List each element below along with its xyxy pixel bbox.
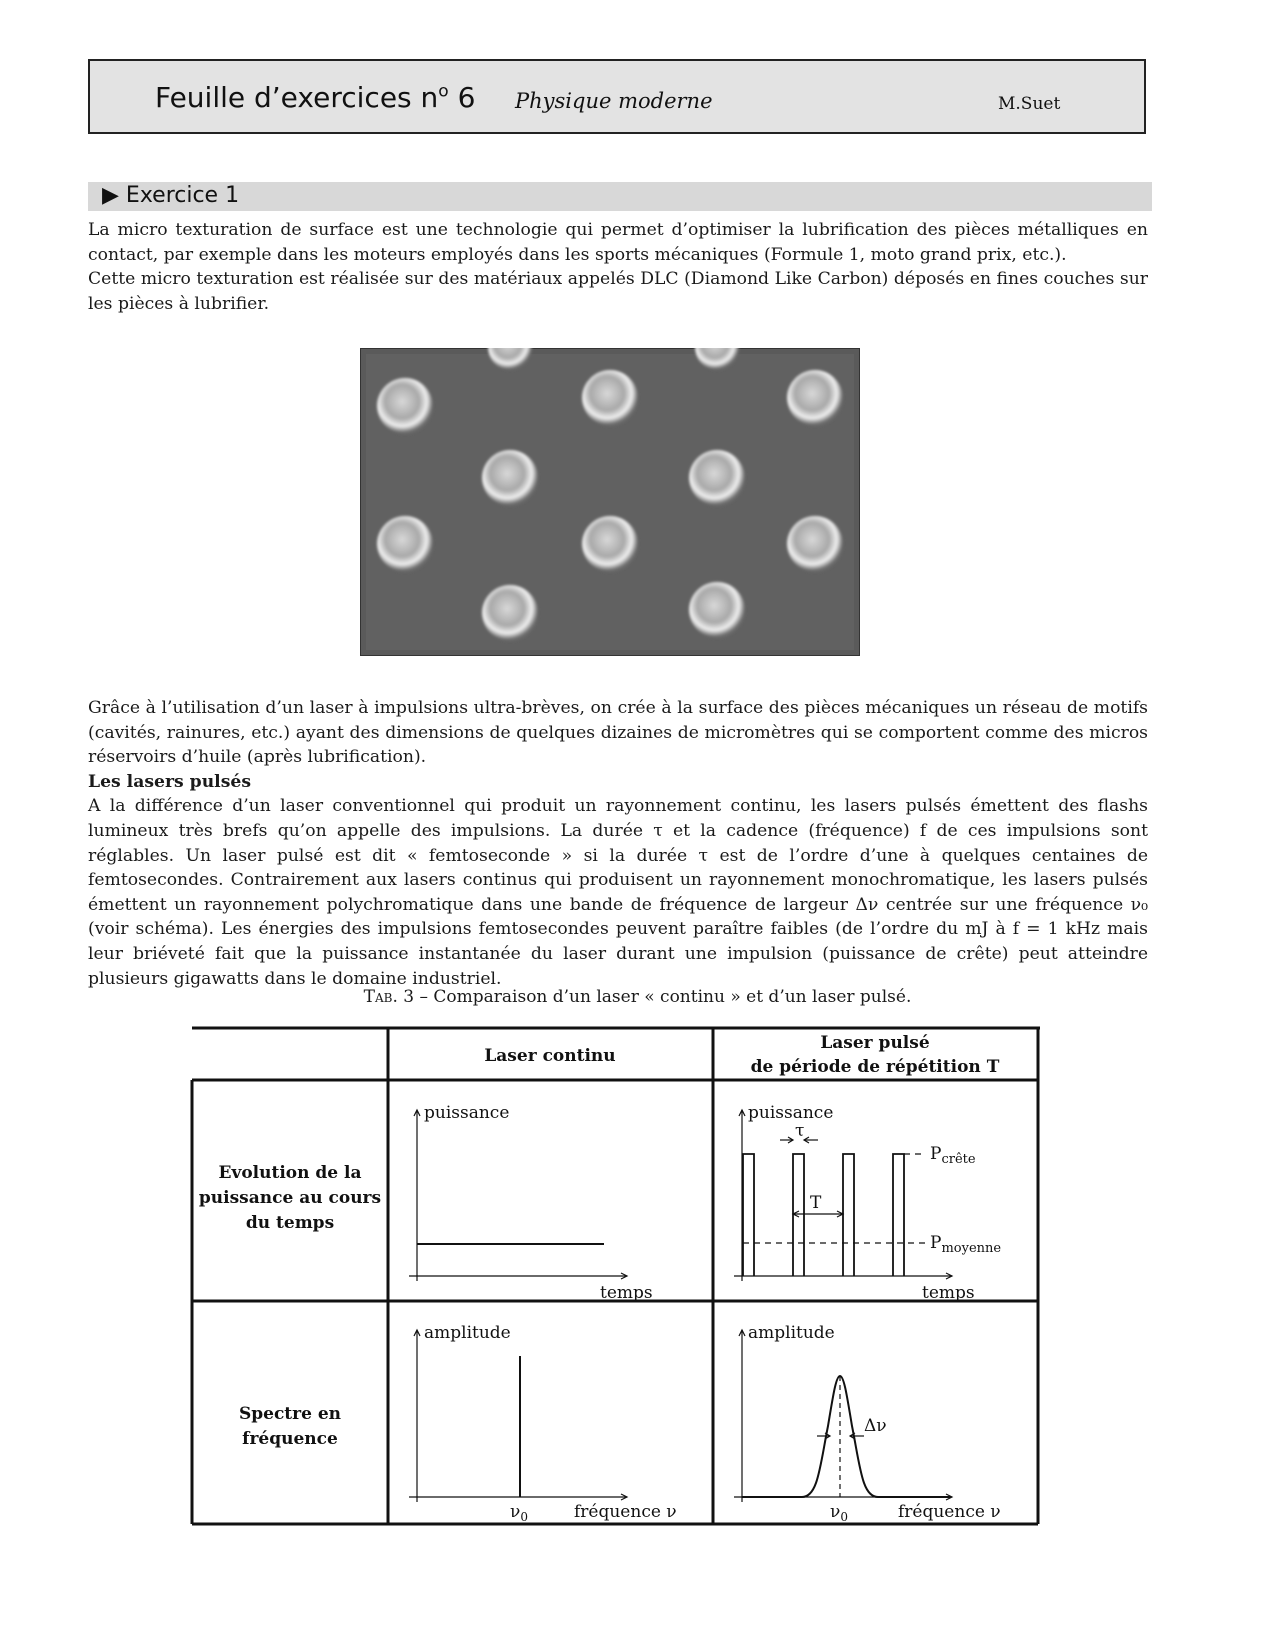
label-p-crete: $P_{crête}$ [930,1144,976,1167]
sheet-author: M.Suet [998,94,1061,114]
label-period: T [810,1193,822,1213]
sheet-subject: Physique moderne [515,89,713,113]
label-tau: τ [795,1121,805,1141]
row-label-power-3: du temps [245,1213,335,1233]
xlabel-time-1: temps [600,1283,653,1303]
col-header-continuous: Laser continu [484,1046,616,1066]
ylabel-power-1: puissance [424,1103,510,1123]
row-label-power-1: Evolution de la [218,1163,362,1183]
label-nu0-2: $\nu_0$ [830,1502,848,1524]
ylabel-amplitude-1: amplitude [424,1323,511,1343]
body-paragraph-2: A la différence d’un laser conventionnel qui produit un rayonnement continu, les lasers pulsés émettent des flashs lumineux très brefs qu’on appelle des impulsions. La durée τ et la cadence (fréquence) f de ces impulsions sont réglables. Un laser pulsé est dit « femtoseconde » si la durée τ est de l’ordre d’une à quelques centaines de femtosecondes. Contrairement aux lasers continus qui produisent un rayonnement monochromatique, les lasers pulsés émettent un rayonnement polychromatique dans une bande de fréquence de largeur Δν centrée sur une fréquence ν₀ (voir schéma). Les énergies des impulsions femtosecondes peuvent paraître faibles (de l’ordre du mJ à f = 1 kHz mais leur briéveté fait que la puissance instantanée du laser durant une impulsion (puissance de crête) peut atteindre plusieurs gigawatts dans le domaine industriel. [88,796,1148,989]
row-label-power-2: puissance au cours [198,1188,382,1208]
label-nu0-1: $\nu_0$ [510,1502,528,1524]
exercise-heading-bar [88,182,1152,211]
intro-text [88,218,1148,316]
body-text [88,696,1148,991]
laser-comparison-table [190,1026,1040,1526]
intro-paragraph-2: Cette micro texturation est réalisée sur des matériaux appelés DLC (Diamond Like Carbon) déposés en fines couches sur les pièces à lubrifier. [88,269,1148,314]
col-header-pulsed-2: de période de répétition T [750,1057,1000,1077]
body-paragraph-1: Grâce à l’utilisation d’un laser à impulsions ultra-brèves, on crée à la surface des pièces mécaniques un réseau de motifs (cavités, rainures, etc.) ayant des dimensions de quelques dizaines de micromètres qui se comportent comme des micros réservoirs d’huile (après lubrification). [88,698,1148,768]
header-box [88,59,1146,134]
plot-pulsed-spectrum [734,1330,952,1502]
row-label-spectrum-2: fréquence [242,1429,338,1449]
sheet-title: Feuille d’exercices $n^o$ 6 [155,81,476,114]
xlabel-time-2: temps [922,1283,975,1303]
table-caption: Tab. 3 – Comparaison d’un laser « continu » et d’un laser pulsé. [363,987,912,1007]
label-p-moyenne: $P_{moyenne}$ [930,1233,1002,1256]
col-header-pulsed-1: Laser pulsé [820,1033,930,1053]
label-delta-nu: Δν [864,1416,887,1436]
section-heading: Les lasers pulsés [88,771,252,792]
exercise-heading: ▶ Exercice 1 [102,183,240,208]
plot-continuous-spectrum [409,1330,627,1502]
plot-pulsed-power [734,1110,952,1281]
intro-paragraph-1: La micro texturation de surface est une technologie qui permet d’optimiser la lubrification des pièces métalliques en contact, par exemple dans les moteurs employés dans les sports mécaniques (Formule 1, moto grand prix, etc.). [88,220,1148,265]
xlabel-frequency-1: fréquence ν [574,1502,677,1522]
ylabel-power-2: puissance [748,1103,834,1123]
plot-continuous-power [409,1110,627,1281]
ylabel-amplitude-2: amplitude [748,1323,835,1343]
surface-texture-photo [360,348,860,656]
xlabel-frequency-2: fréquence ν [898,1502,1001,1522]
row-label-spectrum-1: Spectre en [238,1404,342,1424]
